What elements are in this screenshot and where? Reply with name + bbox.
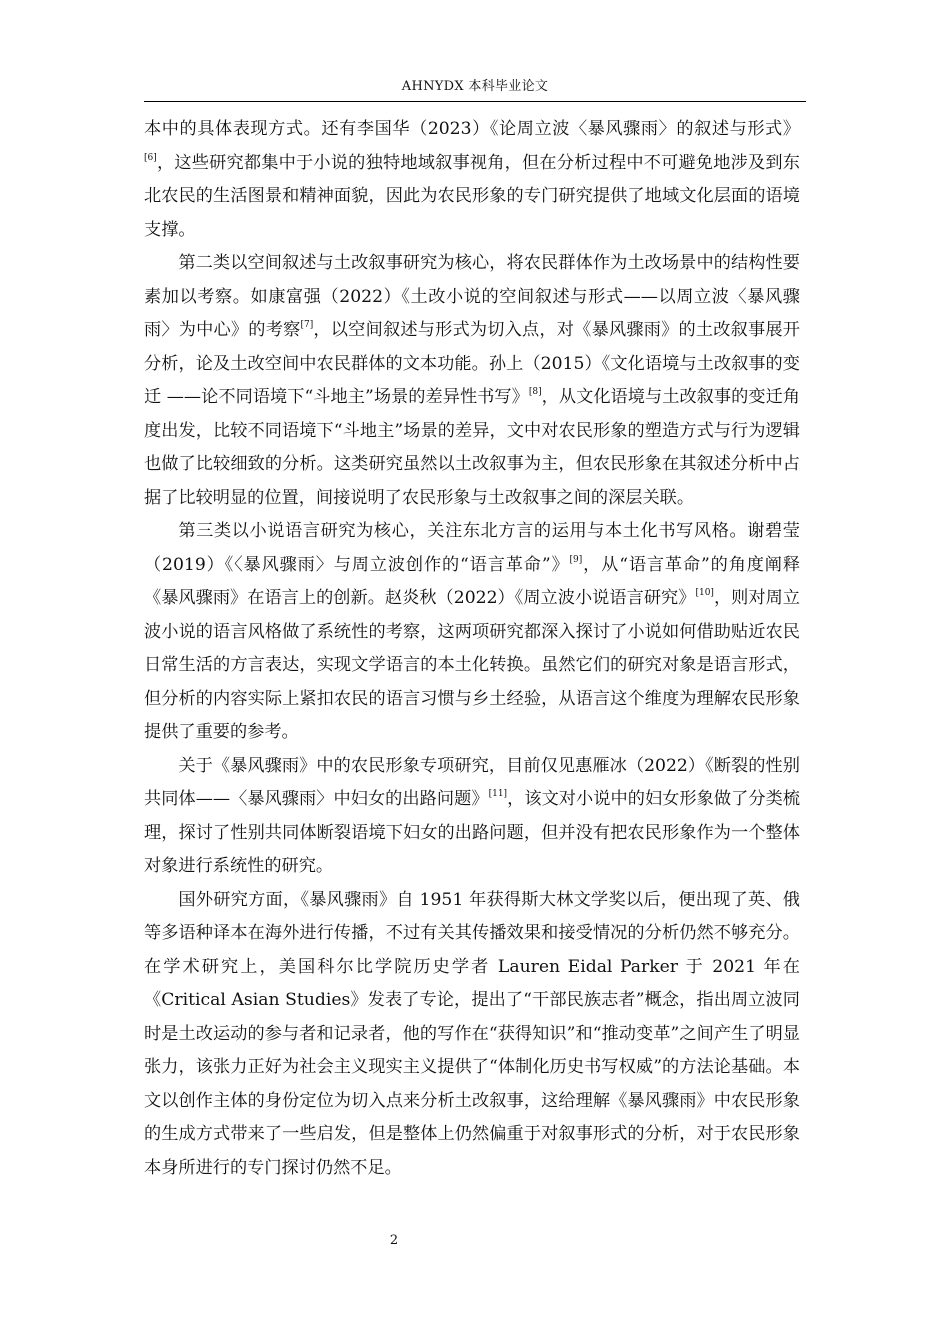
paragraph-text: ，从文化语境与土改叙事的变迁角度出发，比较不同语境下“斗地主”场景的差异，文中对农民形象的塑造方式与行为逻辑也做了比较细致的分析。这类研究虽然以土改叙事为主，但农民形象在其叙述分析中占据了比较明显的位置，间接说明了农民形象与土改叙事之间的深层关联。 (144, 387, 800, 508)
paragraph-text: ，这些研究都集中于小说的独特地域叙事视角，但在分析过程中不可避免地涉及到东北农民的生活图景和精神面貌，因此为农民形象的专门研究提供了地域文化层面的语境支撑。 (144, 152, 800, 240)
paragraph-text: 第二类以空间叙述与土改叙事研究为核心，将农民群体作为土改场景中的结构性要素加以考察。如康富强（2022）《土改小说的空间叙述与形式——以周立波〈暴风骤雨〉为中心》的考察 (144, 253, 800, 340)
paragraph-text: 国外研究方面，《暴风骤雨》自 1951 年获得斯大林文学奖以后，便出现了英、俄等多语种译本在海外进行传播，不过有关其传播效果和接受情况的分析仍然不够充分。在学术研究上，美国科尔比学院历史学者 Lauren Eidal Parker 于 2021 年在《Critical Asian Studies》发表了专论，提出了“干部民族志者”概念，指出周立波同时是土改运动的参与者和记录者，他的写作在“获得知识”和“推动变革”之间产生了明显张力，该张力正好为社会主义现实主义提供了“体制化历史书写权威”的方法论基础。本文以创作主体的身份定位为切入点来分析土改叙事，这给理解《暴风骤雨》中农民形象的生成方式带来了一些启发，但是整体上仍然偏重于对叙事形式的分析，对于农民形象本身所进行的专门探讨仍然不足。 (144, 889, 800, 1178)
citation-9: [9] (569, 554, 583, 565)
paragraph-text: 本中的具体表现方式。还有李国华（2023）《论周立波〈暴风骤雨〉的叙述与形式》 (144, 119, 800, 139)
citation-6: [6] (144, 152, 157, 163)
citation-10: [10] (695, 588, 714, 598)
paragraph-text: ，则对周立波小说的语言风格做了系统性的考察，这两项研究都深入探讨了小说如何借助贴近农民日常生活的方言表达，实现文学语言的本土化转换。虽然它们的研究对象是语言形式，但分析的内容实际上紧扣农民的语言习惯与乡土经验，从语言这个维度为理解农民形象提供了重要的参考。 (144, 588, 800, 742)
page-number: 2 (389, 1233, 399, 1248)
paragraph-text: ，以空间叙述与形式为切入点，对《暴风骤雨》的土改叙事展开分析，论及土改空间中农民群体的文本功能。孙上（2015）《文化语境与土改叙事的变迁 ——论不同语境下“斗地主”场景的差异性书写》 (144, 320, 800, 407)
paragraph-text: ，从“语言革命”的角度阐释《暴风骤雨》在语言上的创新。赵炎秋（2022）《周立波小说语言研究》 (144, 554, 801, 608)
paragraph-language-research (144, 515, 800, 750)
paragraph-peasant-image (144, 750, 800, 884)
citation-11: [11] (488, 789, 508, 799)
paragraph-continued (144, 113, 800, 247)
page-header: AHNYDX 本科毕业论文 (401, 79, 549, 94)
paragraph-spatial-narrative (144, 247, 800, 515)
header-rule (144, 101, 806, 102)
paragraph-text: ，该文对小说中的妇女形象做了分类梳理，探讨了性别共同体断裂语境下妇女的出路问题，但并没有把农民形象作为一个整体对象进行系统性的研究。 (144, 789, 800, 876)
paragraph-text: 第三类以小说语言研究为核心，关注东北方言的运用与本土化书写风格。谢碧莹（2019）《〈暴风骤雨〉与周立波创作的“语言革命”》 (144, 521, 800, 575)
citation-7: [7] (300, 320, 314, 330)
citation-8: [8] (528, 387, 542, 397)
document-body (144, 113, 800, 1185)
paragraph-foreign-research (144, 884, 800, 1186)
paragraph-text: 关于《暴风骤雨》中的农民形象专项研究，目前仅见惠雁冰（2022）《断裂的性别共同体——〈暴风骤雨〉中妇女的出路问题》 (144, 755, 800, 809)
